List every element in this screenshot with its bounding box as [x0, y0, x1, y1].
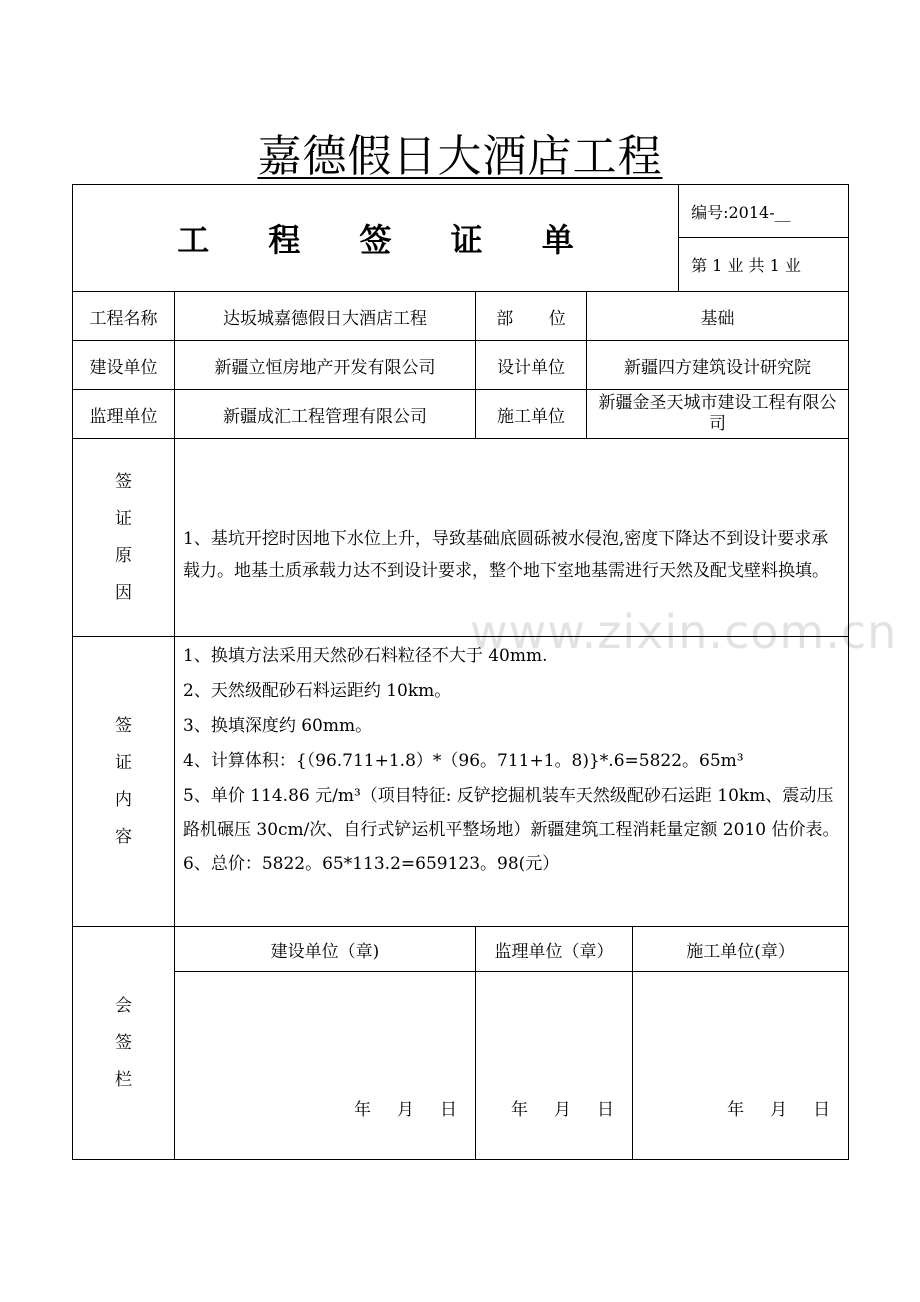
project-name-value: 达坂城嘉德假日大酒店工程	[175, 292, 476, 341]
content-line: 3、换填深度约 60mm。	[183, 716, 373, 736]
reason-text: 1、基坑开挖时因地下水位上升，导致基础底圆砾被水侵泡,密度下降达不到设计要求承载力。地基土质承载力达不到设计要求，整个地下室地基需进行天然及配戈壁料换填。	[175, 439, 849, 637]
owner-stamp-header: 建设单位（章)	[175, 927, 476, 972]
content-line: 6、总价：5822。65*113.2=659123。98(元）	[183, 854, 560, 874]
owner-label: 建设单位	[73, 341, 175, 390]
reason-label: 签 证 原 因	[73, 439, 175, 637]
visa-form-table	[72, 184, 849, 1160]
part-label: 部 位	[476, 292, 587, 341]
designer-value: 新疆四方建筑设计研究院	[587, 341, 849, 390]
content-line: 1、换填方法采用天然砂石料粒径不大于 40mm.	[183, 646, 548, 666]
designer-label: 设计单位	[476, 341, 587, 390]
content-label: 签 证 内 容	[73, 637, 175, 927]
part-value: 基础	[587, 292, 849, 341]
supervisor-sign-date: 年 月 日	[476, 972, 633, 1160]
form-number: 编号:2014-__	[679, 185, 849, 238]
content-line: 4、计算体积：{（96.711+1.8）*（96。711+1。8)}*.6=5822。65m³	[183, 751, 744, 771]
contractor-stamp-header: 施工单位(章）	[633, 927, 849, 972]
owner-value: 新疆立恒房地产开发有限公司	[175, 341, 476, 390]
watermark: www.zixin.com.cn	[470, 605, 898, 659]
contractor-label: 施工单位	[476, 390, 587, 439]
supervisor-stamp-header: 监理单位（章）	[476, 927, 633, 972]
content-text	[175, 637, 849, 927]
content-line: 2、天然级配砂石料运距约 10km。	[183, 681, 452, 701]
supervisor-label: 监理单位	[73, 390, 175, 439]
project-name-label: 工程名称	[73, 292, 175, 341]
form-heading: 工 程 签 证 单	[73, 185, 679, 292]
page-title: 嘉德假日大酒店工程	[257, 131, 663, 182]
supervisor-value: 新疆成汇工程管理有限公司	[175, 390, 476, 439]
page-count: 第 1 业 共 1 业	[679, 238, 849, 292]
contractor-sign-date: 年 月 日	[633, 972, 849, 1160]
contractor-value: 新疆金圣天城市建设工程有限公司	[587, 390, 849, 439]
owner-sign-date: 年 月 日	[175, 972, 476, 1160]
content-line: 5、单价 114.86 元/m³（项目特征: 反铲挖掘机装车天然级配砂石运距 10km、震动压路机碾压 30cm/次、自行式铲运机平整场地）新疆建筑工程消耗量定额 2010 估价表。	[183, 786, 840, 840]
signoff-label: 会 签 栏	[73, 927, 175, 1160]
